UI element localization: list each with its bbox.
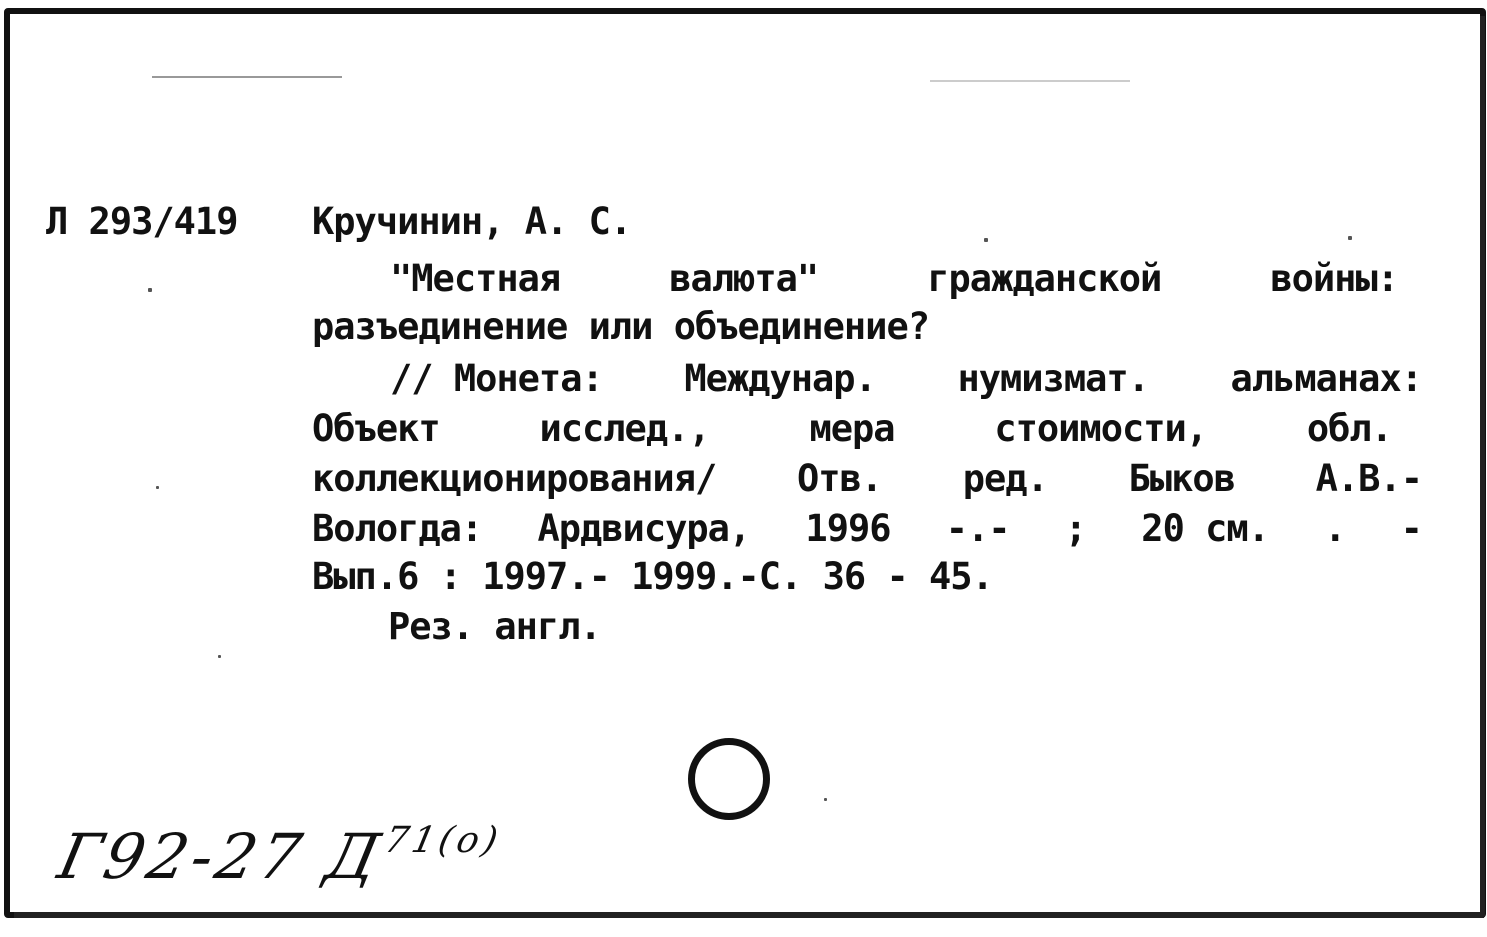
title-word: войны: bbox=[1270, 257, 1398, 300]
source-word: мера bbox=[809, 407, 895, 450]
source-word: альманах: bbox=[1230, 357, 1422, 400]
card-shadow-bottom bbox=[14, 912, 1484, 918]
scan-dash bbox=[930, 80, 1130, 82]
source-word: Объект bbox=[312, 407, 440, 450]
source-word: Ардвисура, bbox=[537, 507, 751, 550]
scan-speck bbox=[156, 486, 159, 489]
source-line-1 bbox=[390, 357, 1422, 400]
source-line-4 bbox=[312, 507, 1422, 550]
source-word: Вологда: bbox=[312, 507, 483, 550]
source-word: ред. bbox=[962, 457, 1048, 500]
source-word: ; bbox=[1064, 507, 1087, 550]
source-line-2 bbox=[312, 407, 1392, 450]
source-word: стоимости, bbox=[994, 407, 1208, 450]
source-word: нумизмат. bbox=[957, 357, 1149, 400]
source-word: // Монета: bbox=[390, 357, 603, 400]
handwritten-shelf-mark bbox=[52, 820, 505, 893]
scan-speck bbox=[218, 655, 221, 658]
call-number: Л 293/419 bbox=[46, 200, 238, 243]
source-word: . bbox=[1324, 507, 1346, 550]
card-punch-hole bbox=[688, 738, 770, 820]
scan-speck bbox=[824, 798, 827, 801]
author: Кручинин, А. С. bbox=[312, 200, 632, 243]
source-word: 20 см. bbox=[1141, 507, 1269, 550]
source-word: исслед., bbox=[539, 407, 710, 450]
scan-dash bbox=[152, 76, 342, 78]
source-word: Быков bbox=[1128, 457, 1235, 500]
handwritten-superscript: 71(о) bbox=[380, 820, 506, 861]
handwritten-code: Г92-27 Д bbox=[52, 820, 390, 893]
source-word: Междунар. bbox=[684, 357, 876, 400]
title-word: валюта" bbox=[669, 257, 819, 300]
scan-speck bbox=[984, 238, 988, 242]
source-word: А.В.- bbox=[1315, 457, 1422, 500]
title-line-1 bbox=[390, 257, 1398, 300]
card-shadow-right bbox=[1480, 16, 1485, 916]
source-word: 1996 bbox=[805, 507, 891, 550]
source-word: коллекционирования/ bbox=[312, 457, 717, 500]
title-word: "Местная bbox=[390, 257, 561, 300]
title-word: гражданской bbox=[927, 257, 1162, 300]
source-word: -.- bbox=[945, 507, 1010, 550]
source-line-3 bbox=[312, 457, 1422, 500]
title-line-2: разъединение или объединение? bbox=[312, 305, 930, 348]
source-word: Отв. bbox=[796, 457, 883, 500]
source-line-5: Вып.6 : 1997.- 1999.-С. 36 - 45. bbox=[312, 555, 993, 598]
note: Рез. англ. bbox=[388, 605, 601, 648]
scan-speck bbox=[148, 288, 152, 292]
source-word: - bbox=[1400, 507, 1422, 550]
scan-speck bbox=[1348, 236, 1352, 240]
source-word: обл. bbox=[1306, 407, 1392, 450]
